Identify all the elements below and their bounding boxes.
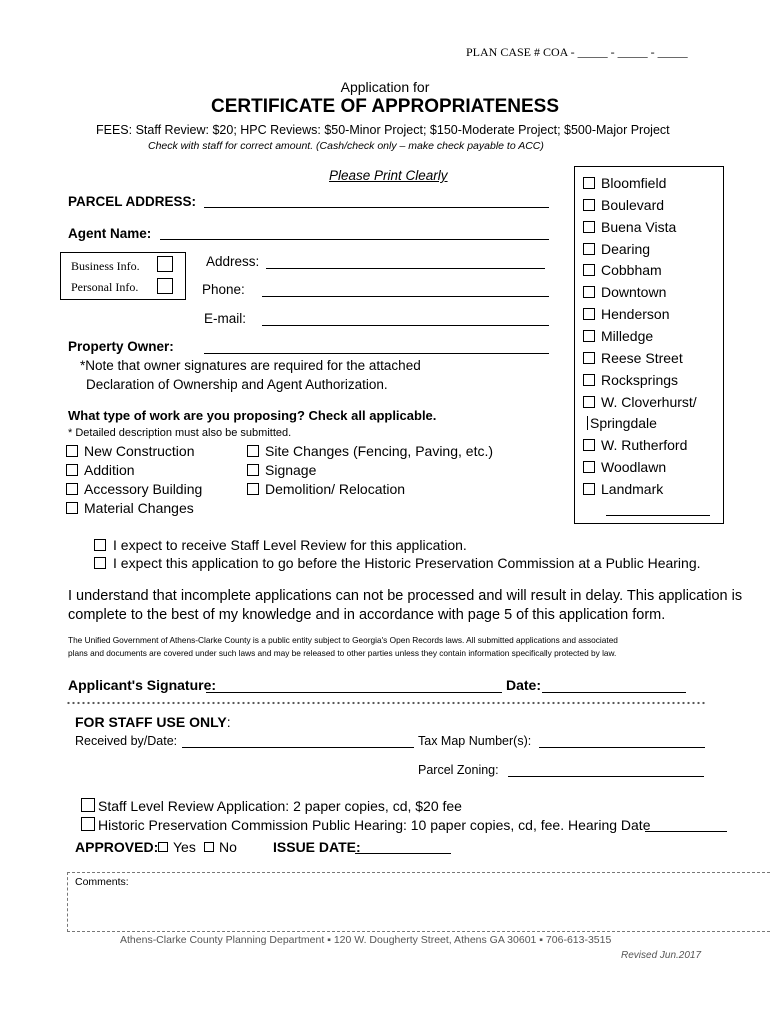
district-checkbox[interactable] bbox=[583, 330, 595, 342]
district-checkbox[interactable] bbox=[583, 199, 595, 211]
work-checkbox[interactable] bbox=[66, 464, 78, 476]
district-checkbox[interactable] bbox=[583, 396, 595, 408]
district-checkbox[interactable] bbox=[583, 374, 595, 386]
signature-date-label: Date: bbox=[506, 677, 542, 693]
address-label: Address: bbox=[206, 254, 260, 269]
property-owner-label: Property Owner: bbox=[68, 339, 174, 354]
address-field[interactable] bbox=[266, 268, 545, 269]
tax-map-field[interactable] bbox=[539, 747, 705, 748]
owner-note-line2: Declaration of Ownership and Agent Authorization. bbox=[86, 377, 388, 392]
plan-case-number: PLAN CASE # COA - _____ - _____ - _____ bbox=[466, 45, 688, 59]
work-checkbox[interactable] bbox=[66, 502, 78, 514]
staff-level-application-checkbox[interactable] bbox=[81, 798, 95, 812]
district-item[interactable]: Dearing bbox=[583, 241, 650, 257]
tax-map-label: Tax Map Number(s): bbox=[418, 734, 532, 748]
open-records-notice-line2: plans and documents are covered under such laws and may be released to other parties unless they contain information specifically protected by law. bbox=[68, 648, 617, 658]
district-checkbox[interactable] bbox=[583, 286, 595, 298]
applicant-signature-label: Applicant's Signature: bbox=[68, 677, 217, 693]
district-checkbox[interactable] bbox=[583, 264, 595, 276]
issue-date-label: ISSUE DATE: bbox=[273, 839, 361, 855]
business-info-label: Business Info. bbox=[71, 259, 140, 273]
staff-level-review-checkbox[interactable] bbox=[94, 539, 106, 551]
district-item[interactable]: Boulevard bbox=[583, 197, 664, 213]
approved-label: APPROVED: bbox=[75, 839, 159, 855]
work-checkbox[interactable] bbox=[247, 483, 259, 495]
signature-date-field[interactable] bbox=[542, 692, 686, 693]
open-records-notice-line1: The Unified Government of Athens-Clarke County is a public entity subject to Georgia's Open Records laws. All submitted applications and associated bbox=[68, 635, 618, 645]
parcel-address-field[interactable] bbox=[204, 207, 549, 208]
district-item[interactable]: Bloomfield bbox=[583, 175, 666, 191]
district-checkbox[interactable] bbox=[583, 461, 595, 473]
approved-no-checkbox[interactable] bbox=[204, 842, 214, 852]
parcel-zoning-field[interactable] bbox=[508, 776, 704, 777]
email-label: E-mail: bbox=[204, 311, 247, 326]
revised-date: Revised Jun.2017 bbox=[621, 950, 702, 961]
work-option[interactable]: New Construction bbox=[66, 443, 195, 459]
agent-name-field[interactable] bbox=[160, 239, 549, 240]
print-clearly-note: Please Print Clearly bbox=[329, 168, 448, 183]
work-checkbox[interactable] bbox=[247, 464, 259, 476]
approved-yes-checkbox[interactable] bbox=[158, 842, 168, 852]
comments-label: Comments: bbox=[75, 876, 129, 888]
applicant-signature-field[interactable] bbox=[206, 692, 502, 693]
email-field[interactable] bbox=[262, 325, 549, 326]
work-checkbox[interactable] bbox=[247, 445, 259, 457]
fees-text: FEES: Staff Review: $20; HPC Reviews: $50-Minor Project; $150-Moderate Project; $500-Major Project bbox=[96, 123, 670, 137]
district-checkbox[interactable] bbox=[583, 221, 595, 233]
district-checkbox[interactable] bbox=[583, 177, 595, 189]
staff-level-review-option[interactable]: I expect to receive Staff Level Review for this application. bbox=[94, 537, 467, 553]
district-other-field[interactable] bbox=[606, 515, 710, 516]
property-owner-field[interactable] bbox=[204, 353, 549, 354]
work-checkbox[interactable] bbox=[66, 483, 78, 495]
hpc-hearing-checkbox[interactable] bbox=[81, 817, 95, 831]
received-by-label: Received by/Date: bbox=[75, 734, 178, 748]
district-checkbox[interactable] bbox=[583, 483, 595, 495]
work-type-note: * Detailed description must also be submitted. bbox=[68, 427, 292, 439]
district-item[interactable]: Buena Vista bbox=[583, 219, 676, 235]
district-checkbox[interactable] bbox=[583, 308, 595, 320]
hpc-hearing-option[interactable]: Historic Preservation Commission Public Hearing: 10 paper copies, cd, fee. Hearing Date bbox=[81, 817, 650, 833]
approved-no-option[interactable]: No bbox=[204, 839, 237, 855]
statement-line2: complete to the best of my knowledge and in accordance with page 5 of this application form. bbox=[68, 607, 666, 623]
district-item-continuation: Springdale bbox=[587, 415, 657, 431]
application-for-text: Application for bbox=[340, 79, 430, 95]
district-item[interactable]: Landmark bbox=[583, 481, 663, 497]
hearing-date-field[interactable] bbox=[645, 831, 727, 832]
work-option[interactable]: Addition bbox=[66, 462, 135, 478]
personal-info-checkbox[interactable] bbox=[157, 278, 173, 294]
district-item[interactable]: Downtown bbox=[583, 284, 666, 300]
district-checkbox[interactable] bbox=[583, 352, 595, 364]
work-option[interactable]: Accessory Building bbox=[66, 481, 202, 497]
work-option[interactable]: Site Changes (Fencing, Paving, etc.) bbox=[247, 443, 493, 459]
issue-date-field[interactable] bbox=[355, 853, 451, 854]
staff-level-application-option[interactable]: Staff Level Review Application: 2 paper copies, cd, $20 fee bbox=[81, 798, 462, 814]
received-by-field[interactable] bbox=[182, 747, 414, 748]
district-checkbox[interactable] bbox=[583, 439, 595, 451]
district-item[interactable]: Reese Street bbox=[583, 350, 683, 366]
dotted-divider bbox=[66, 700, 706, 706]
comments-box[interactable] bbox=[67, 872, 770, 932]
district-item[interactable]: Milledge bbox=[583, 328, 653, 344]
footer-address: Athens-Clarke County Planning Department ▪ 120 W. Dougherty Street, Athens GA 30601 ▪ 706-613-3515 bbox=[120, 934, 612, 946]
hpc-review-checkbox[interactable] bbox=[94, 557, 106, 569]
district-item[interactable]: Henderson bbox=[583, 306, 670, 322]
agent-name-label: Agent Name: bbox=[68, 226, 152, 241]
fees-note: Check with staff for correct amount. (Cash/check only – make check payable to ACC) bbox=[148, 140, 544, 152]
phone-field[interactable] bbox=[262, 296, 549, 297]
staff-use-heading: FOR STAFF USE ONLY: bbox=[75, 714, 231, 730]
district-item[interactable]: Rocksprings bbox=[583, 372, 678, 388]
district-item[interactable]: W. Cloverhurst/ bbox=[583, 394, 697, 410]
page-title: CERTIFICATE OF APPROPRIATENESS bbox=[210, 96, 559, 117]
work-checkbox[interactable] bbox=[66, 445, 78, 457]
work-option[interactable]: Demolition/ Relocation bbox=[247, 481, 405, 497]
work-type-question: What type of work are you proposing? Check all applicable. bbox=[68, 408, 437, 423]
work-option[interactable]: Material Changes bbox=[66, 500, 194, 516]
parcel-zoning-label: Parcel Zoning: bbox=[418, 763, 499, 777]
district-item[interactable]: Woodlawn bbox=[583, 459, 666, 475]
owner-note-line1: *Note that owner signatures are required for the attached bbox=[80, 358, 421, 373]
hpc-review-option[interactable]: I expect this application to go before the Historic Preservation Commission at a Public Hearing. bbox=[94, 555, 701, 571]
personal-info-label: Personal Info. bbox=[71, 280, 139, 294]
phone-label: Phone: bbox=[202, 282, 245, 297]
business-info-checkbox[interactable] bbox=[157, 256, 173, 272]
approved-yes-option[interactable]: Yes bbox=[158, 839, 196, 855]
statement-line1: I understand that incomplete applications can not be processed and will result in delay. This application is bbox=[68, 588, 743, 604]
district-item[interactable]: W. Rutherford bbox=[583, 437, 687, 453]
district-checkbox[interactable] bbox=[583, 243, 595, 255]
work-option[interactable]: Signage bbox=[247, 462, 316, 478]
parcel-address-label: PARCEL ADDRESS: bbox=[68, 194, 197, 209]
district-item[interactable]: Cobbham bbox=[583, 262, 662, 278]
